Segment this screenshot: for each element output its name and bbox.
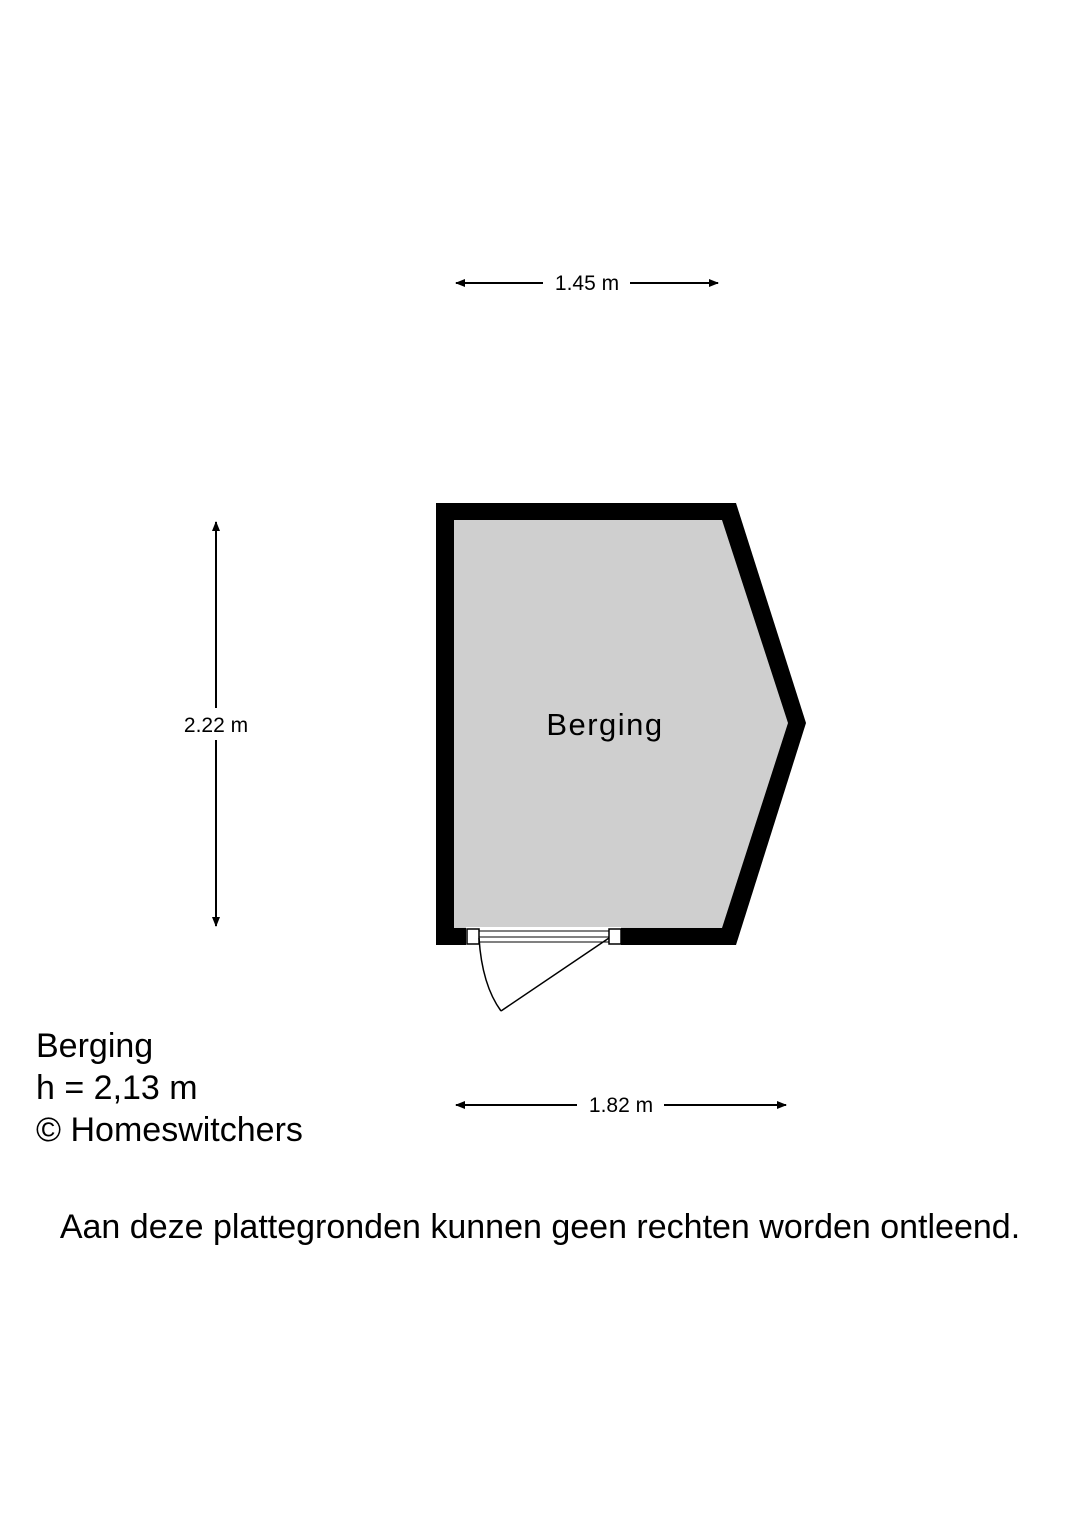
room-info-ceiling-height: h = 2,13 m [36,1069,198,1107]
door-swing-arc [479,938,501,1011]
dimension-bottom-label: 1.82 m [588,1094,654,1117]
dimension-left [184,522,248,926]
room-info-name: Berging [36,1027,154,1065]
door-leaf [501,938,609,1011]
disclaimer: Aan deze plattegronden kunnen geen rechten worden ontleend. [59,1208,1021,1246]
dimension-top [456,272,718,295]
dimension-bottom [456,1094,786,1117]
dimension-top-label: 1.45 m [554,272,620,295]
room-label: Berging [546,707,664,742]
room-info-copyright: © Homeswitchers [36,1111,303,1149]
room-info [36,1025,303,1151]
dimension-left-label: 2.22 m [183,714,249,737]
door [466,927,621,1011]
